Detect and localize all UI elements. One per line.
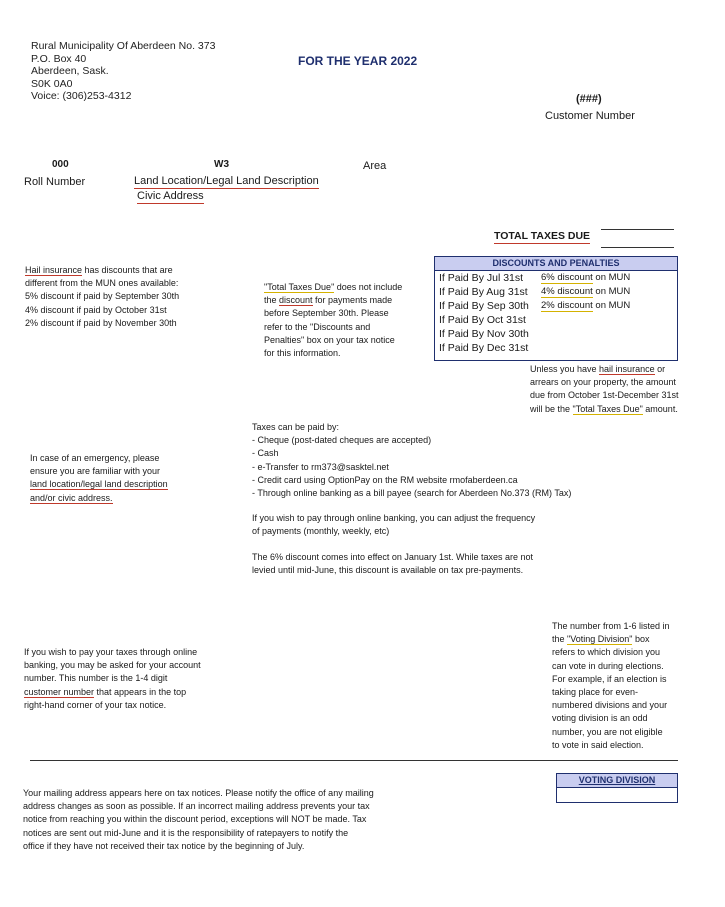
area-label: Area — [363, 160, 387, 172]
discount-suffix: on MUN — [592, 300, 631, 311]
note-line: to vote in said election. — [552, 739, 644, 750]
hail-discount-oct: 4% discount if paid by October 31st — [25, 304, 167, 315]
note-text: for payments made — [312, 295, 393, 306]
note-line: Your mailing address appears here on tax notices. Please notify the office of any mailing — [23, 788, 374, 798]
note-line: The number from 1-6 listed in — [552, 621, 670, 631]
voting-division-box — [556, 773, 678, 803]
land-location-label: Land Location/Legal Land Description — [134, 175, 319, 187]
online-frequency-note: of payments (monthly, weekly, etc) — [252, 526, 390, 537]
voting-division-note — [552, 620, 670, 752]
discount-row — [435, 285, 677, 299]
payment-method-etransfer: - e-Transfer to rm373@sasktel.net — [252, 461, 571, 474]
note-text: or — [654, 364, 666, 374]
note-line: refers to which division you — [552, 647, 661, 658]
note-line: office if they have not received their tax notice by the beginning of July. — [23, 840, 305, 851]
hail-discount-sep: 5% discount if paid by September 30th — [25, 291, 180, 302]
total-taxes-due-label: TOTAL TAXES DUE — [494, 230, 591, 242]
note-line: arrears on your property, the amount — [530, 377, 676, 388]
discount-timing-note: levied until mid-June, this discount is available on tax pre-payments. — [252, 564, 524, 575]
hail-insurance-term: hail insurance — [599, 364, 655, 374]
discount-row — [435, 271, 677, 285]
note-line: can vote in during elections. — [552, 660, 664, 671]
discount-date: If Paid By Dec 31st — [439, 342, 529, 354]
city: Aberdeen, Sask. — [31, 65, 109, 77]
note-line: For example, if an election is — [552, 673, 667, 684]
note-text: amount. — [642, 403, 678, 414]
note-line: number, you are not eligible — [552, 726, 663, 737]
discounts-penalties-title: DISCOUNTS AND PENALTIES — [435, 257, 677, 271]
note-line: Penalties" box on your tax notice — [264, 334, 395, 345]
note-text: the — [264, 295, 280, 306]
note-text: Unless you have — [530, 364, 600, 374]
discount-amount — [541, 299, 630, 313]
note-line: address changes as soon as possible. If an incorrect mailing address prevents your tax — [23, 801, 370, 812]
note-line: number. This number is the 1-4 digit — [24, 673, 168, 684]
discount-row — [435, 299, 677, 313]
civic-address-label: Civic Address — [137, 190, 204, 202]
voting-division-title: VOTING DIVISION — [557, 774, 677, 788]
voting-division-term: "Voting Division" — [567, 634, 633, 645]
municipality-name: Rural Municipality Of Aberdeen No. 373 — [31, 40, 216, 52]
total-taxes-due-term: "Total Taxes Due" — [572, 403, 643, 414]
phone-number: Voice: (306)253-4312 — [31, 90, 132, 102]
discount-suffix: on MUN — [592, 286, 631, 297]
note-line: banking, you may be asked for your account — [24, 660, 201, 671]
municipality-address — [31, 40, 215, 103]
hail-insurance-note — [25, 264, 179, 330]
note-line: notice from reaching you within the discount period, exceptions will NOT be made. Tax — [23, 814, 367, 825]
note-line: voting division is an odd — [552, 713, 648, 724]
land-location-term: land location/legal land description — [30, 479, 168, 490]
payment-method-credit-card: - Credit card using OptionPay on the RM website rmofaberdeen.ca — [252, 474, 571, 487]
total-taxes-due-field — [601, 229, 674, 248]
note-line: right-hand corner of your tax notice. — [24, 699, 167, 710]
note-line: for this information. — [264, 348, 341, 359]
discount-date: If Paid By Oct 31st — [439, 314, 526, 326]
discount-date: If Paid By Jul 31st — [439, 272, 524, 284]
discount-term: discount — [279, 295, 313, 306]
note-line: taking place for even- — [552, 687, 639, 698]
payment-method-online-banking: - Through online banking as a bill payee (search for Aberdeen No.373 (RM) Tax) — [252, 487, 571, 500]
discount-date: If Paid By Nov 30th — [439, 328, 529, 340]
payment-method-cheque: - Cheque (post-dated cheques are accepted) — [252, 434, 571, 447]
discount-row — [435, 341, 677, 355]
note-text: that appears in the top — [94, 686, 187, 697]
arrears-note — [530, 363, 679, 416]
discount-timing-note: The 6% discount comes into effect on January 1st. While taxes are not — [252, 551, 533, 562]
year-title: FOR THE YEAR 2022 — [298, 54, 418, 68]
payment-method-cash: - Cash — [252, 447, 571, 460]
roll-number-label: Roll Number — [24, 176, 86, 188]
note-line: In case of an emergency, please — [30, 453, 160, 463]
mailing-address-note — [23, 787, 374, 853]
discount-amount — [541, 271, 630, 285]
hail-note-line: different from the MUN ones available: — [25, 278, 179, 289]
note-line: ensure you are familiar with your — [30, 466, 161, 477]
customer-number-value: (###) — [576, 93, 602, 105]
note-line: refer to the "Discounts and — [264, 321, 371, 332]
discount-percent: 2% discount — [541, 300, 593, 311]
note-text: the — [552, 634, 568, 645]
payment-heading: Taxes can be paid by: — [252, 422, 340, 432]
note-line: notices are sent out mid-June and it is the responsibility of ratepayers to notify the — [23, 827, 349, 838]
hail-note-text: has discounts that are — [82, 265, 173, 275]
note-text: will be the — [530, 403, 573, 414]
note-line: numbered divisions and your — [552, 700, 668, 711]
emergency-note — [30, 452, 168, 505]
note-text: does not include — [334, 282, 403, 292]
roll-number-value: 000 — [52, 159, 69, 170]
discount-row — [435, 313, 677, 327]
land-location-value: W3 — [214, 159, 229, 170]
discount-date: If Paid By Aug 31st — [439, 286, 528, 298]
postal-code: S0K 0A0 — [31, 77, 73, 90]
online-frequency-note: If you wish to pay through online banking, you can adjust the frequency — [252, 513, 536, 524]
total-taxes-note — [264, 281, 402, 360]
hail-discount-nov: 2% discount if paid by November 30th — [25, 317, 177, 328]
note-line: due from October 1st-December 31st — [530, 390, 679, 401]
discount-row — [435, 327, 677, 341]
discounts-penalties-box — [434, 256, 678, 361]
payment-methods — [252, 421, 571, 577]
po-box: P.O. Box 40 — [31, 52, 87, 65]
discount-amount — [541, 285, 630, 299]
discount-suffix: on MUN — [592, 272, 631, 283]
customer-number-term: customer number — [24, 686, 95, 697]
discount-percent: 6% discount — [541, 272, 593, 283]
discount-rows — [435, 271, 677, 355]
note-line: If you wish to pay your taxes through online — [24, 647, 198, 657]
section-divider — [30, 760, 678, 761]
total-taxes-due-term: "Total Taxes Due" — [264, 282, 335, 292]
payment-method-list — [252, 434, 571, 500]
hail-insurance-term: Hail insurance — [25, 265, 83, 275]
account-number-note — [24, 646, 201, 712]
note-text: box — [632, 634, 650, 645]
discount-percent: 4% discount — [541, 286, 593, 297]
civic-address-term: and/or civic address. — [30, 492, 113, 503]
customer-number-label: Customer Number — [545, 110, 635, 122]
discount-date: If Paid By Sep 30th — [439, 300, 529, 312]
note-line: before September 30th. Please — [264, 308, 389, 319]
